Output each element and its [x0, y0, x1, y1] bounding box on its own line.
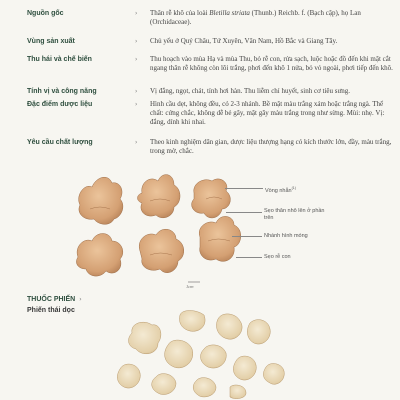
leader-line	[225, 188, 263, 189]
value-region: Chủ yếu ở Quý Châu, Tứ Xuyên, Vân Nam, Hồ Bắc và Giang Tây.	[150, 37, 338, 45]
leader-line	[226, 212, 262, 213]
leader-line	[236, 257, 262, 258]
value-harvest: Thu hoạch vào mùa Hạ và mùa Thu, bỏ rễ con, rửa sạch, luộc hoặc đồ đến khi mặt cắt ngang thân rễ không còn lõi trắng, phơi đến khô 1 nửa, bỏ vỏ ngoài, phơi tiếp đến khô.	[150, 55, 393, 73]
arrow-icon: ›	[135, 56, 138, 63]
arrow-icon: ›	[135, 101, 138, 108]
scale-label: 1cm	[186, 284, 194, 289]
value-origin-scientific-name: Bletilla striata	[209, 9, 250, 17]
row-harvest	[27, 55, 392, 83]
section-title-text: THUỐC PHIẾN	[27, 296, 76, 303]
label-harvest: Thu hái và chế biến	[27, 56, 92, 63]
row-quality	[27, 138, 392, 158]
label-region: Vùng sản xuất	[27, 38, 75, 45]
subsection-title: Phiến thái dọc	[27, 307, 75, 314]
arrow-icon: ›	[135, 88, 138, 95]
row-characteristics	[27, 100, 392, 130]
tuber-photo	[70, 165, 290, 295]
annotation-footnote-mark: (1)	[291, 186, 296, 190]
value-characteristics: Hình cầu dẹt, không đều, có 2-3 nhánh. Bề mặt màu trắng xám hoặc trắng ngà. Thể chất: cứng chắc, không dễ bẻ gãy, mặt gãy màu trắng trong như sừng. Mùi: nhẹ. Vị: đắng, dính khi nhai.	[150, 100, 385, 127]
slices-photo	[100, 305, 400, 400]
annotation-smooth-ring	[265, 185, 296, 194]
arrow-icon: ›	[135, 139, 138, 146]
label-origin: Nguồn gốc	[27, 10, 64, 17]
annotation-smooth-ring-text: Vòng nhẵn	[265, 187, 292, 194]
label-properties: Tính vị và công năng	[27, 88, 97, 95]
value-origin-post: (Thunb.) Reichb. f. (Bạch cập), họ Lan (Orchidaceae).	[150, 9, 361, 27]
label-quality: Yêu cầu chất lượng	[27, 139, 93, 146]
section-arrow-icon: ›	[79, 296, 82, 303]
value-properties: Vị đắng, ngọt, chát, tính hơi hàn. Thu liễm chỉ huyết, sinh cơ tiêu sưng.	[150, 87, 351, 95]
value-origin	[150, 9, 393, 27]
arrow-icon: ›	[135, 10, 138, 17]
annotation-stem-scar: Sẹo thân nhô lên ở phần trên	[264, 208, 325, 221]
row-properties	[27, 87, 392, 97]
annotation-rootlet-scar: Sẹo rễ con	[264, 254, 291, 260]
row-region	[27, 37, 392, 47]
row-origin	[27, 9, 392, 29]
label-characteristics: Đặc điểm dược liệu	[27, 101, 93, 108]
value-origin-pre: Thân rễ khô của loài	[150, 9, 210, 17]
annotation-hoof-branch: Nhánh hình móng	[264, 233, 308, 239]
leader-line	[232, 236, 262, 237]
value-quality: Theo kinh nghiệm dân gian, dược liệu thượng hạng có kích thước lớn, đầy, màu trắng, trong mờ, chắc.	[150, 138, 392, 156]
section-title	[27, 296, 82, 303]
arrow-icon: ›	[135, 38, 138, 45]
